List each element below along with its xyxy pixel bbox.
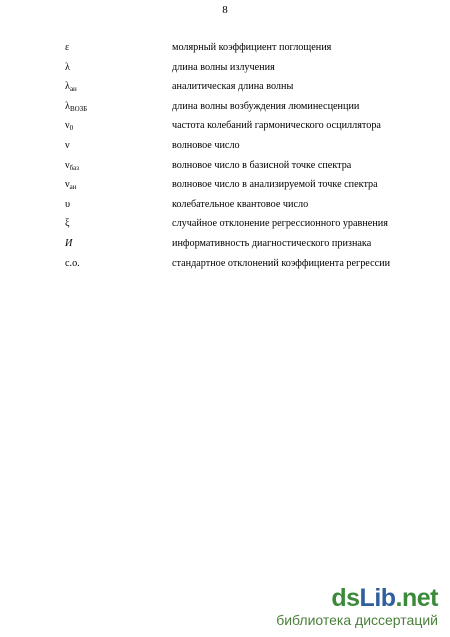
symbol-row [0,160,450,180]
symbol-subscript: ан [69,85,77,94]
logo-lib: Lib [359,584,396,612]
logo-net: .net [395,584,438,612]
symbol-subscript: ан [69,183,77,192]
symbol [65,120,73,132]
page-number: 8 [222,4,228,16]
symbol-description: волновое число в анализируемой точке спектра [172,179,378,191]
watermark-logo [276,586,438,611]
symbol-row [0,258,450,278]
symbol-description: колебательное квантовое число [172,198,309,210]
symbol-char: λ [65,61,70,73]
symbol-row [0,62,450,82]
symbol-char: ε [65,42,70,53]
watermark [276,586,438,628]
symbol-char: ν [65,159,70,171]
symbol [65,42,69,54]
symbol-char: И [65,237,73,249]
symbol-description: молярный коэффициент поглощения [172,42,332,53]
symbol-subscript: ВОЗБ [69,104,88,113]
symbol-subscript: баз [69,163,80,172]
symbol-description: случайное отклонение регрессионного уравнения [172,218,388,230]
symbol-row [0,218,450,238]
symbol-char: ν [65,120,70,132]
symbol [65,101,87,113]
symbol-char: с.о. [65,257,80,269]
symbol-row [0,140,450,160]
symbol-row [0,81,450,101]
symbol-row [0,199,450,219]
symbol-row [0,120,450,140]
watermark-subtitle: библиотека диссертаций [276,612,438,628]
symbol-row [0,101,450,121]
symbol-description: частота колебаний гармонического осциллятора [172,120,381,132]
symbol-description: волновое число в базисной точке спектра [172,159,352,171]
symbol-char: ν [65,139,70,151]
symbol-description: волновое число [172,139,240,151]
symbol [65,199,70,211]
symbol-description: длина волны излучения [172,61,275,73]
symbol-char: λ [65,81,70,93]
symbol [65,179,76,191]
symbol-char: υ [65,198,71,210]
symbol-list [0,42,450,277]
logo-ds: ds [331,584,360,612]
symbol [65,160,79,172]
symbol-char: ξ [65,218,70,230]
symbol-char: λ [65,100,70,112]
symbol [65,62,70,74]
symbol-description: длина волны возбуждения люминесценции [172,100,360,112]
symbol [65,140,70,152]
symbol [65,218,70,230]
symbol-description: аналитическая длина волны [172,81,294,93]
symbol [65,258,80,270]
symbol [65,238,72,250]
symbol-row [0,238,450,258]
symbol-row [0,42,450,62]
symbol-description: информативность диагностического признака [172,237,372,249]
symbol-description: стандартное отклонений коэффициента регрессии [172,257,391,269]
symbol-row [0,179,450,199]
symbol [65,81,77,93]
symbol-subscript: 0 [69,124,74,133]
symbol-char: ν [65,179,70,191]
